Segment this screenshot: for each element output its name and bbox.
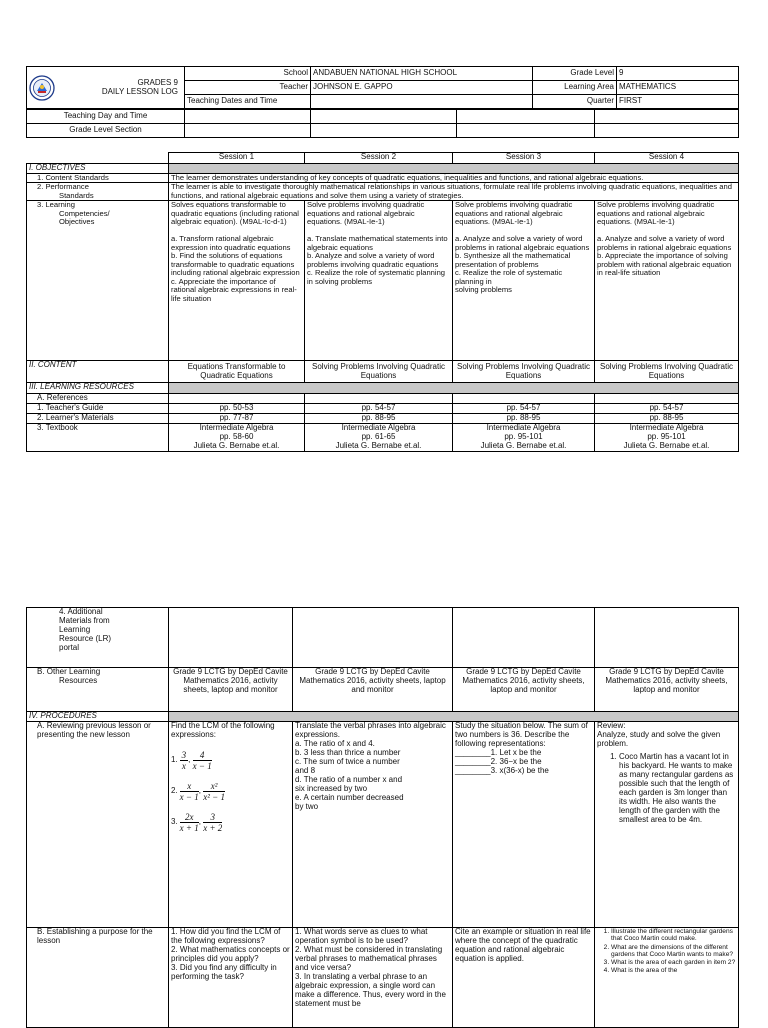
dll-page-2 <box>26 607 739 1028</box>
content-session-3: Solving Problems Involving Quadratic Equations <box>453 361 595 383</box>
lcm-item-number: 3. <box>171 817 178 827</box>
procedure-b-session-3: Cite an example or situation in real life where the concept of the quadratic equation and rational algebraic equation is applied. <box>453 928 595 1028</box>
procedure-b-session-4: 1. Illustrate the different rectangular gardens that Coco Martin could make. 2. What are the dimensions of the different gardens that Coco Martin wants to make? 3. What is the area of each garden in item 2? 4. What is the area of the <box>595 928 739 1028</box>
lcm-expression-list <box>171 750 290 833</box>
content-session-4: Solving Problems Involving Quadratic Equations <box>595 361 739 383</box>
competencies-session-4: Solve problems involving quadratic equations and rational algebraic equations. (M9AL-Ie-1) a. Analyze and solve a variety of word problems in rational algebraic equations b. Appreciate the importance of solving problem with rational algebraic equation in real-life situation <box>595 201 739 361</box>
section-label: Grade Level Section <box>27 124 185 138</box>
session-1-header: Session 1 <box>169 153 305 164</box>
teacher-value: JOHNSON E. GAPPO <box>311 81 533 95</box>
other-resources-label: B. Other Learning Resources <box>27 668 169 712</box>
session-3-header: Session 3 <box>453 153 595 164</box>
tg-session-4: pp. 54-57 <box>595 404 739 414</box>
lesson-table-2 <box>26 607 739 1028</box>
school-value: ANDABUEN NATIONAL HIGH SCHOOL <box>311 67 533 81</box>
quarter-value: FIRST <box>617 95 739 109</box>
competencies-label: 3. Learning Competencies/ Objectives <box>27 201 169 361</box>
procedure-a-session-3: Study the situation below. The sum of two numbers is 36. Describe the following representations: ________1. Let x be the ________2. 36−x be the ________3. x(36-x) be the <box>453 722 595 928</box>
fraction: $\frac{3}{x + 2}$ <box>203 812 223 834</box>
procedure-a-session-1: Find the LCM of the following expressions: 1. $\frac{3}{x}$ , $\frac{4}{x - 1}$ 2. $\frac{x}{x - 1}$ , $\frac{\text{x²}}{\text{x² − 1}}$ 3. $\frac{2x}{x + 1}$ , $\frac{3}{x + 2}$ <box>169 722 293 928</box>
day-section-table <box>26 109 739 138</box>
competencies-session-3: Solve problems involving quadratic equations and rational algebraic equations. (M9AL-Ie-1) a. Analyze and solve a variety of word problems in rational algebraic equations b. Synthesize all the mathematical presentation of problems c. Realize the role of systematic planning in solving problems <box>453 201 595 361</box>
fraction: $\frac{\text{x²}}{\text{x² − 1}}$ <box>203 781 225 803</box>
lesson-table-1 <box>26 152 739 452</box>
objectives-title: I. OBJECTIVES <box>27 164 169 174</box>
additional-materials-label: 4. Additional Materials from Learning Resource (LR) portal <box>27 608 169 668</box>
textbook-session-3: Intermediate Algebra pp. 95-101 Julieta G. Bernabe et.al. <box>453 424 595 452</box>
competencies-session-2: Solve problems involving quadratic equations and rational algebraic equations. (M9AL-Ie-1) a. Translate mathematical statements into algebraic equations b. Analyze and solve a variety of word problems involving quadratic equations c. Realize the role of systematic planning in solving problems <box>305 201 453 361</box>
lcm-item: 3. $\frac{2x}{x + 1}$ , $\frac{3}{x + 2}$ <box>171 812 223 834</box>
fraction: $\frac{2x}{x + 1}$ <box>179 812 199 834</box>
tg-session-1: pp. 50-53 <box>169 404 305 414</box>
procedure-a-session-2: Translate the verbal phrases into algebraic expressions. a. The ratio of x and 4. b. 3 less than thrice a number c. The sum of twice a number and 8 d. The ratio of a number x and six increased by two e. A certain number decreased by two <box>293 722 453 928</box>
fraction: $\frac{x}{x - 1}$ <box>179 781 199 803</box>
lm-session-1: pp. 77-87 <box>169 414 305 424</box>
content-session-2: Solving Problems Involving Quadratic Equations <box>305 361 453 383</box>
header-log-title: DAILY LESSON LOG <box>101 86 178 96</box>
content-title: II. CONTENT <box>27 361 169 383</box>
content-standards-text: The learner demonstrates understanding of key concepts of quadratic equations, inequalities and functions, and rational algebraic equations. <box>169 173 739 183</box>
lm-session-3: pp. 88-95 <box>453 414 595 424</box>
other-resources-session-3: Grade 9 LCTG by DepEd Cavite Mathematics 2016, activity sheets, laptop and monitor <box>453 668 595 712</box>
learners-materials-label: 2. Learner's Materials <box>27 414 169 424</box>
other-resources-session-4: Grade 9 LCTG by DepEd Cavite Mathematics 2016, activity sheets, laptop and monitor <box>595 668 739 712</box>
performance-standards-text: The learner is able to investigate thoroughly mathematical relationships in various situations, formulate real life problems involving quadratic equations, inequalities and functions, and rational algebraic equations and solve them using a variety of strategies. <box>169 183 739 201</box>
procedure-b-label: B. Establishing a purpose for the lesson <box>27 928 169 1028</box>
learning-area-value: MATHEMATICS <box>617 81 739 95</box>
teacher-label: Teacher <box>185 81 311 95</box>
teachers-guide-label: 1. Teacher's Guide <box>27 404 169 414</box>
fraction: $\frac{4}{x - 1}$ <box>192 749 212 771</box>
dates-value <box>311 95 533 109</box>
header-grades: GRADES 9 <box>137 77 178 87</box>
session-4-header: Session 4 <box>595 153 739 164</box>
dates-label: Teaching Dates and Time <box>185 95 311 109</box>
textbook-session-4: Intermediate Algebra pp. 95-101 Julieta G. Bernabe et.al. <box>595 424 739 452</box>
procedure-a-session-4: Review: Analyze, study and solve the given problem. 1. Coco Martin has a vacant lot in his backyard. He wants to make as many rectangular gardens as possible such that the length of each garden is 3m longer than its width. He also wants the length of the garden with the smallest area to be 4m. <box>595 722 739 928</box>
lcm-item: 2. $\frac{x}{x - 1}$ , $\frac{\text{x²}}{\text{x² − 1}}$ <box>171 781 225 803</box>
quarter-label: Quarter <box>533 95 617 109</box>
procedure-a-label: A. Reviewing previous lesson or presenting the new lesson <box>27 722 169 928</box>
coco-martin-problem: 1. Coco Martin has a vacant lot in his backyard. He wants to make as many rectangular gardens as possible such that the length of each garden is 3m longer than its width. He also wants the length of the garden with the smallest area to be 4m. <box>619 753 736 825</box>
textbook-label: 3. Textbook <box>27 424 169 452</box>
deped-seal-icon <box>29 75 55 101</box>
references-label: A. References <box>27 394 169 404</box>
tg-session-3: pp. 54-57 <box>453 404 595 414</box>
header-table <box>26 66 739 109</box>
lcm-item: 1. $\frac{3}{x}$ , $\frac{4}{x - 1}$ <box>171 749 212 771</box>
procedure-b-session-1: 1. How did you find the LCM of the following expressions? 2. What mathematics concepts or principles did you apply? 3. Did you find any difficulty in performing the task? <box>169 928 293 1028</box>
header-brand-cell <box>27 67 185 109</box>
procedure-b-session-2: 1. What words serve as clues to what operation symbol is to be used? 2. What must be considered in translating verbal phrases to mathematical phrases and vice versa? 3. In translating a verbal phrase to an algebraic expression, a single word can make a difference. Thus, every word in the statement must be <box>293 928 453 1028</box>
session-2-header: Session 2 <box>305 153 453 164</box>
lm-session-4: pp. 88-95 <box>595 414 739 424</box>
grade-level-label: Grade Level <box>533 67 617 81</box>
other-resources-session-1: Grade 9 LCTG by DepEd Cavite Mathematics 2016, activity sheets, laptop and monitor <box>169 668 293 712</box>
resources-title: III. LEARNING RESOURCES <box>27 383 169 394</box>
textbook-session-2: Intermediate Algebra pp. 61-65 Julieta G. Bernabe et.al. <box>305 424 453 452</box>
performance-standards-label: 2. Performance Standards <box>27 183 169 201</box>
grade-level-value: 9 <box>617 67 739 81</box>
lm-session-2: pp. 88-95 <box>305 414 453 424</box>
content-session-1: Equations Transformable to Quadratic Equations <box>169 361 305 383</box>
school-label: School <box>185 67 311 81</box>
procedures-title: IV. PROCEDURES <box>27 712 169 722</box>
fraction: $\frac{3}{x}$ <box>181 749 187 771</box>
tg-session-2: pp. 54-57 <box>305 404 453 414</box>
competencies-session-1: Solves equations transformable to quadratic equations (including rational algebraic equation). (M9AL-Ic-d-1) a. Transform rational algebraic expression into quadratic equations b. Find the solutions of equations transformable to quadratic equations including rational algebraic expression c. Appreciate the importance of rational algebraic expressions in real-life situation <box>169 201 305 361</box>
dll-page-1 <box>26 66 739 452</box>
textbook-session-1: Intermediate Algebra pp. 58-60 Julieta G. Bernabe et.al. <box>169 424 305 452</box>
lcm-item-number: 2. <box>171 786 178 796</box>
learning-area-label: Learning Area <box>533 81 617 95</box>
teaching-day-label: Teaching Day and Time <box>27 110 185 124</box>
content-standards-label: 1. Content Standards <box>27 173 169 183</box>
lcm-item-number: 1. <box>171 755 178 764</box>
other-resources-session-2: Grade 9 LCTG by DepEd Cavite Mathematics 2016, activity sheets, laptop and monitor <box>293 668 453 712</box>
